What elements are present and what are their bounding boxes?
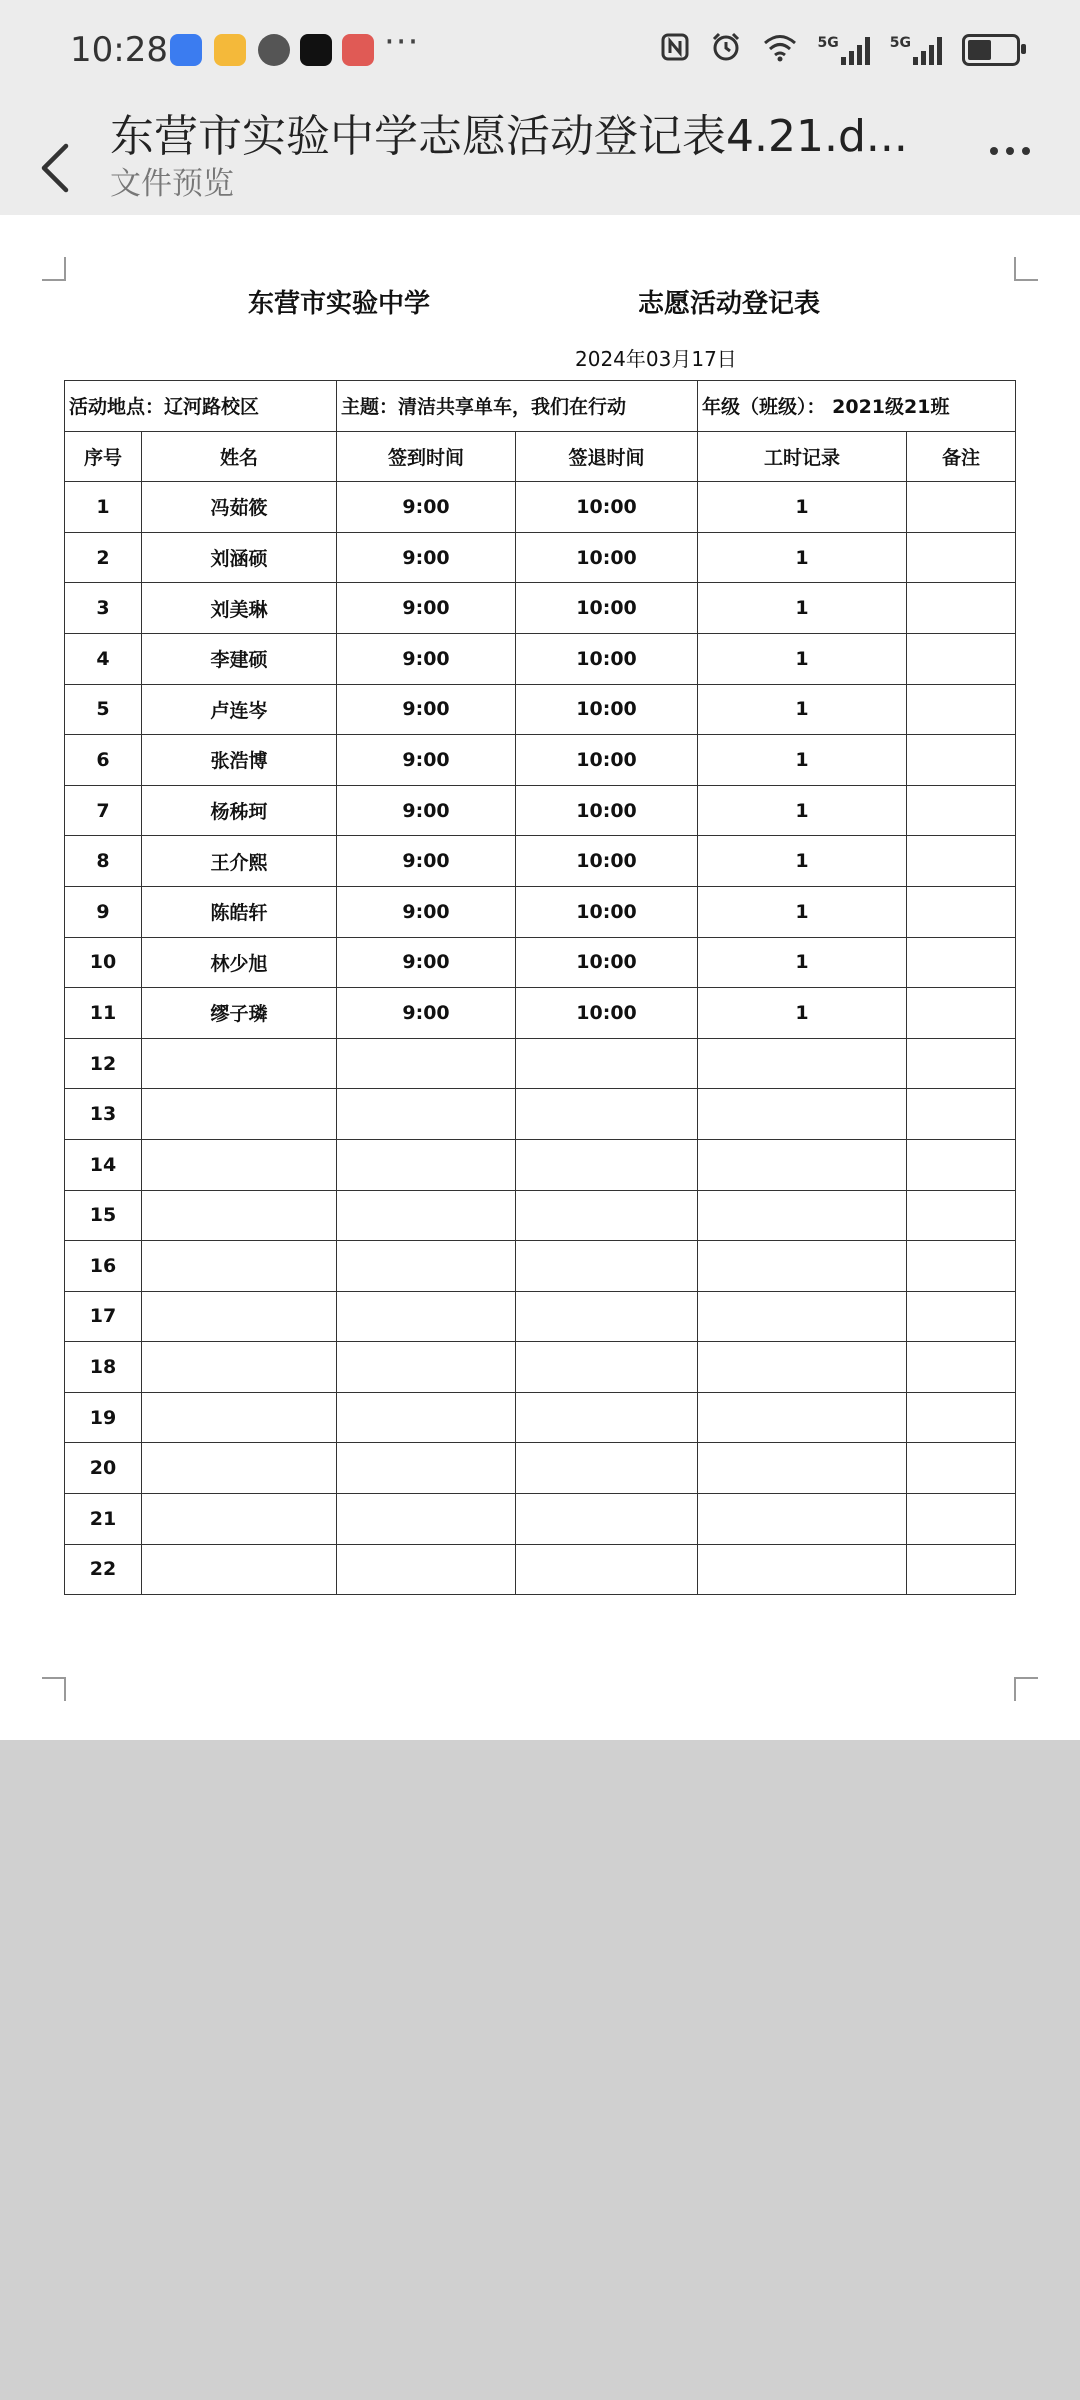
cell-hours: 1 — [698, 583, 907, 634]
cell-index: 4 — [65, 633, 142, 684]
column-header: 姓名 — [142, 431, 337, 482]
cell-index: 1 — [65, 482, 142, 533]
cell-remark — [907, 836, 1016, 887]
cell-hours: 1 — [698, 937, 907, 988]
cell-sign-in: 9:00 — [337, 886, 516, 937]
cell-sign-in — [337, 1544, 516, 1595]
cell-hours: 1 — [698, 735, 907, 786]
cell-index: 9 — [65, 886, 142, 937]
cell-sign-out: 10:00 — [516, 886, 698, 937]
cell-remark — [907, 1241, 1016, 1292]
page-corner-mark — [1014, 1677, 1038, 1701]
page-corner-mark — [1014, 257, 1038, 281]
cell-remark — [907, 1544, 1016, 1595]
cell-sign-out — [516, 1291, 698, 1342]
cell-sign-in — [337, 1241, 516, 1292]
cell-remark — [907, 785, 1016, 836]
cell-remark — [907, 1443, 1016, 1494]
cell-hours — [698, 1089, 907, 1140]
cell-remark — [907, 937, 1016, 988]
page-corner-mark — [42, 257, 66, 281]
grade-cell: 年级（班级）： 2021级21班 — [698, 381, 1016, 432]
file-title: 东营市实验中学志愿活动登记表4.21.d... — [110, 111, 908, 162]
cell-index: 19 — [65, 1392, 142, 1443]
cell-remark — [907, 1392, 1016, 1443]
cell-name: 陈皓轩 — [142, 886, 337, 937]
table-row — [65, 1342, 1016, 1393]
cell-hours: 1 — [698, 482, 907, 533]
cell-sign-out: 10:00 — [516, 684, 698, 735]
table-row — [65, 1089, 1016, 1140]
cell-remark — [907, 1342, 1016, 1393]
cell-remark — [907, 735, 1016, 786]
cell-hours — [698, 1038, 907, 1089]
table-row — [65, 583, 1016, 634]
cell-sign-out: 10:00 — [516, 735, 698, 786]
table-row — [65, 1494, 1016, 1545]
cell-sign-in: 9:00 — [337, 482, 516, 533]
cell-index: 5 — [65, 684, 142, 735]
mail-app-icon — [214, 34, 246, 66]
wifi-icon — [762, 32, 798, 68]
cell-name — [142, 1342, 337, 1393]
back-button[interactable] — [30, 120, 90, 200]
cell-sign-in — [337, 1089, 516, 1140]
cell-index: 14 — [65, 1139, 142, 1190]
cell-index: 12 — [65, 1038, 142, 1089]
location-cell: 活动地点：辽河路校区 — [65, 381, 337, 432]
cell-remark — [907, 1494, 1016, 1545]
table-row — [65, 1139, 1016, 1190]
cell-index: 3 — [65, 583, 142, 634]
cell-name — [142, 1494, 337, 1545]
cell-index: 11 — [65, 988, 142, 1039]
more-notifications-icon: ··· — [384, 22, 420, 62]
cell-name: 李建硕 — [142, 633, 337, 684]
cell-sign-in — [337, 1494, 516, 1545]
cell-index: 18 — [65, 1342, 142, 1393]
cell-index: 20 — [65, 1443, 142, 1494]
cell-remark — [907, 684, 1016, 735]
cell-sign-in: 9:00 — [337, 988, 516, 1039]
app-header — [0, 100, 1080, 215]
cell-sign-in: 9:00 — [337, 684, 516, 735]
cell-index: 10 — [65, 937, 142, 988]
cell-sign-out — [516, 1544, 698, 1595]
cell-name — [142, 1038, 337, 1089]
book-app-icon — [342, 34, 374, 66]
cell-name — [142, 1544, 337, 1595]
cell-remark — [907, 1291, 1016, 1342]
chat-app-icon — [258, 34, 290, 66]
cell-signal-2-icon — [890, 35, 942, 65]
network-type-2: 5G — [889, 35, 911, 51]
form-title: 志愿活动登记表 — [638, 289, 821, 319]
cell-index: 15 — [65, 1190, 142, 1241]
cell-remark — [907, 886, 1016, 937]
cell-hours: 1 — [698, 532, 907, 583]
cell-name — [142, 1139, 337, 1190]
column-header: 工时记录 — [698, 431, 907, 482]
cell-name: 缪子璘 — [142, 988, 337, 1039]
cell-sign-out — [516, 1494, 698, 1545]
status-time: 10:28 — [70, 30, 168, 70]
cell-hours — [698, 1544, 907, 1595]
tiktok-app-icon — [300, 34, 332, 66]
cell-remark — [907, 482, 1016, 533]
registration-table — [64, 380, 1016, 1595]
cell-hours: 1 — [698, 988, 907, 1039]
cell-index: 16 — [65, 1241, 142, 1292]
network-type-1: 5G — [817, 35, 839, 51]
cell-name: 刘美琳 — [142, 583, 337, 634]
cell-name — [142, 1291, 337, 1342]
cell-hours — [698, 1241, 907, 1292]
cell-remark — [907, 583, 1016, 634]
table-row — [65, 1392, 1016, 1443]
cell-sign-out: 10:00 — [516, 482, 698, 533]
table-row — [65, 886, 1016, 937]
table-row — [65, 785, 1016, 836]
page-corner-mark — [42, 1677, 66, 1701]
more-options-button[interactable] — [980, 126, 1040, 176]
cell-sign-out — [516, 1139, 698, 1190]
cell-name — [142, 1241, 337, 1292]
cell-sign-out — [516, 1241, 698, 1292]
cell-hours: 1 — [698, 684, 907, 735]
table-row — [65, 1190, 1016, 1241]
cell-sign-out — [516, 1392, 698, 1443]
cell-hours — [698, 1392, 907, 1443]
cell-remark — [907, 532, 1016, 583]
alarm-icon — [710, 31, 742, 69]
cell-name — [142, 1443, 337, 1494]
cell-hours — [698, 1494, 907, 1545]
cell-sign-out — [516, 1089, 698, 1140]
cell-sign-out: 10:00 — [516, 532, 698, 583]
cell-sign-in: 9:00 — [337, 735, 516, 786]
column-header: 备注 — [907, 431, 1016, 482]
cell-remark — [907, 1139, 1016, 1190]
table-row — [65, 532, 1016, 583]
cell-sign-in — [337, 1139, 516, 1190]
cell-remark — [907, 988, 1016, 1039]
cell-hours — [698, 1342, 907, 1393]
cell-sign-out — [516, 1342, 698, 1393]
cell-sign-in: 9:00 — [337, 785, 516, 836]
cell-hours — [698, 1190, 907, 1241]
cell-hours: 1 — [698, 633, 907, 684]
cell-sign-in — [337, 1392, 516, 1443]
cell-sign-out — [516, 1038, 698, 1089]
cell-hours — [698, 1443, 907, 1494]
cell-sign-in — [337, 1342, 516, 1393]
cell-name — [142, 1392, 337, 1443]
cell-name: 卢连岑 — [142, 684, 337, 735]
cell-hours — [698, 1291, 907, 1342]
header-row — [65, 431, 1016, 482]
cell-sign-in: 9:00 — [337, 583, 516, 634]
table-row — [65, 735, 1016, 786]
cell-remark — [907, 1190, 1016, 1241]
column-header: 签到时间 — [337, 431, 516, 482]
table-row — [65, 684, 1016, 735]
cell-index: 2 — [65, 532, 142, 583]
table-row — [65, 988, 1016, 1039]
table-row — [65, 633, 1016, 684]
cell-sign-in: 9:00 — [337, 937, 516, 988]
cell-name — [142, 1190, 337, 1241]
cell-sign-out — [516, 1190, 698, 1241]
cell-name: 杨秭珂 — [142, 785, 337, 836]
cell-sign-in — [337, 1038, 516, 1089]
cell-sign-in — [337, 1291, 516, 1342]
table-row — [65, 1544, 1016, 1595]
cell-sign-in — [337, 1190, 516, 1241]
document-page[interactable] — [0, 215, 1080, 1740]
table-row — [65, 937, 1016, 988]
cell-sign-out: 10:00 — [516, 988, 698, 1039]
cell-sign-in: 9:00 — [337, 633, 516, 684]
cell-sign-in: 9:00 — [337, 532, 516, 583]
cell-sign-out: 10:00 — [516, 633, 698, 684]
status-bar — [0, 0, 1080, 100]
table-row — [65, 1291, 1016, 1342]
cell-remark — [907, 1089, 1016, 1140]
cell-sign-out: 10:00 — [516, 583, 698, 634]
lark-app-icon — [170, 34, 202, 66]
cell-index: 13 — [65, 1089, 142, 1140]
file-preview-label: 文件预览 — [110, 166, 234, 202]
table-row — [65, 482, 1016, 533]
cell-sign-out: 10:00 — [516, 937, 698, 988]
table-row — [65, 1443, 1016, 1494]
cell-index: 21 — [65, 1494, 142, 1545]
cell-index: 7 — [65, 785, 142, 836]
cell-name: 张浩博 — [142, 735, 337, 786]
cell-sign-in: 9:00 — [337, 836, 516, 887]
cell-name — [142, 1089, 337, 1140]
battery-icon — [962, 34, 1020, 66]
column-header: 序号 — [65, 431, 142, 482]
cell-index: 22 — [65, 1544, 142, 1595]
cell-remark — [907, 1038, 1016, 1089]
cell-name: 王介熙 — [142, 836, 337, 887]
cell-hours: 1 — [698, 886, 907, 937]
cell-index: 6 — [65, 735, 142, 786]
table-row — [65, 1241, 1016, 1292]
table-row — [65, 836, 1016, 887]
cell-signal-1-icon — [818, 35, 870, 65]
column-header: 签退时间 — [516, 431, 698, 482]
cell-remark — [907, 633, 1016, 684]
cell-sign-out: 10:00 — [516, 785, 698, 836]
cell-name: 刘涵硕 — [142, 532, 337, 583]
cell-sign-out: 10:00 — [516, 836, 698, 887]
cell-name: 冯茹筱 — [142, 482, 337, 533]
theme-cell: 主题：清洁共享单车，我们在行动 — [337, 381, 698, 432]
form-date: 2024年03月17日 — [575, 347, 737, 371]
cell-hours: 1 — [698, 836, 907, 887]
nfc-icon — [660, 32, 690, 68]
cell-index: 17 — [65, 1291, 142, 1342]
cell-name: 林少旭 — [142, 937, 337, 988]
cell-hours — [698, 1139, 907, 1190]
school-name: 东营市实验中学 — [248, 289, 431, 319]
cell-hours: 1 — [698, 785, 907, 836]
table-row — [65, 1038, 1016, 1089]
cell-sign-out — [516, 1443, 698, 1494]
info-row — [65, 381, 1016, 432]
cell-index: 8 — [65, 836, 142, 887]
cell-sign-in — [337, 1443, 516, 1494]
